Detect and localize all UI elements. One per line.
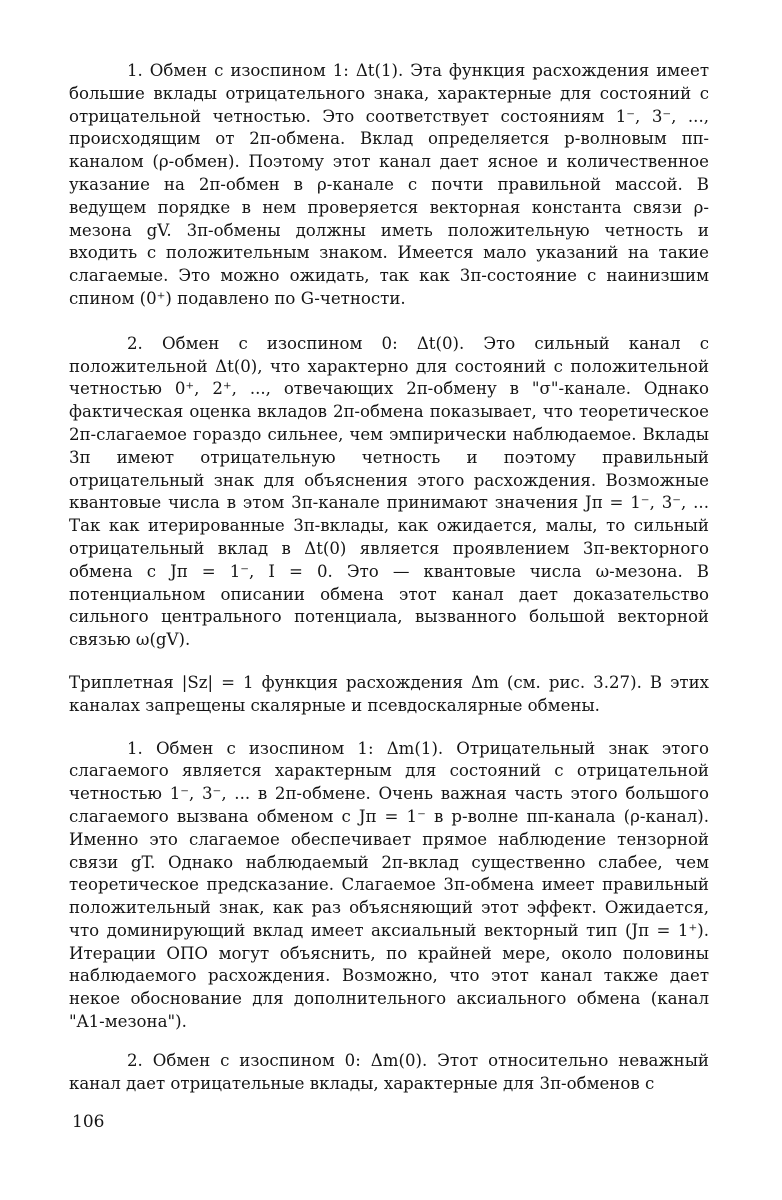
paragraph-isospin0-delta-m: 2. Обмен с изоспином 0: Δm(0). Этот относительно неважный канал дает отрицательные вклады, характерные для 3π-обменов с: [69, 1050, 709, 1093]
paragraph-gap: [69, 652, 709, 672]
paragraph-isospin0-delta-t: 2. Обмен с изоспином 0: Δt(0). Это сильный канал с положительной Δt(0), что характерно для состояний с положительной четностью 0⁺, 2⁺, ..., отвечающих 2π-обмену в "σ"-канале. Однако фактическая оценка вкладов 2π-обмена показывает, что теоретическое 2π-слагаемое гораздо сильнее, чем эмпирически наблюдаемое. Вклады 3π имеют отрицательную четность и поэтому правильный отрицательный знак для объяснения этого расхождения. Возможные квантовые числа в этом 3π-канале принимают значения Jπ = 1⁻, 3⁻, ... Так как итерированные 3π-вклады, как ожидается, малы, то сильный отрицательный вклад в Δt(0) является проявлением 3π-векторного обмена с Jπ = 1⁻, I = 0. Это — квантовые числа ω-мезона. В потенциальном описании обмена этот канал дает доказательство сильного центрального потенциала, вызванного большой векторной связью ω(gV).: [69, 333, 709, 650]
paragraph-gap: [69, 311, 709, 333]
paragraph-gap: [69, 1034, 709, 1050]
paragraph-isospin1-delta-t: 1. Обмен с изоспином 1: Δt(1). Эта функция расхождения имеет большие вклады отрицательного знака, характерные для состояний с отрицательной четностью. Это соответствует состояниям 1⁻, 3⁻, ..., происходящим от 2π-обмена. Вклад определяется р-волновым ππ-каналом (ρ-обмен). Поэтому этот канал дает ясное и количественное указание на 2π-обмен в ρ-канале с почти правильной массой. В ведущем порядке в нем проверяется векторная константа связи ρ-мезона gV. 3π-обмены должны иметь положительную четность и входить с положительным знаком. Имеется мало указаний на такие слагаемые. Это можно ожидать, так как 3π-состояние с наинизшим спином (0⁺) подавлено по G-четности.: [69, 61, 709, 308]
paragraph-gap: [69, 718, 709, 738]
document-page: [69, 60, 709, 1095]
paragraph-triplet-divergence: Триплетная |Sz| = 1 функция расхождения Δm (см. рис. 3.27). В этих каналах запрещены скалярные и псевдоскалярные обмены.: [69, 672, 709, 715]
page-number: 106: [72, 1112, 105, 1132]
paragraph-isospin1-delta-m: 1. Обмен с изоспином 1: Δm(1). Отрицательный знак этого слагаемого является характерным для состояний с отрицательной четностью 1⁻, 3⁻, ... в 2π-обмене. Очень важная часть этого большого слагаемого вызвана обменом с Jπ = 1⁻ в р-волне ππ-канала (ρ-канал). Именно это слагаемое обеспечивает прямое наблюдение тензорной связи gT. Однако наблюдаемый 2π-вклад существенно слабее, чем теоретическое предсказание. Слагаемое 3π-обмена имеет правильный положительный знак, как раз объясняющий этот эффект. Ожидается, что доминирующий вклад имеет аксиальный векторный тип (Jπ = 1⁺). Итерации ОПО могут объяснить, по крайней мере, около половины наблюдаемого расхождения. Возможно, что этот канал также дает некое обоснование для дополнительного аксиального обмена (канал "A1-мезона").: [69, 738, 709, 1032]
